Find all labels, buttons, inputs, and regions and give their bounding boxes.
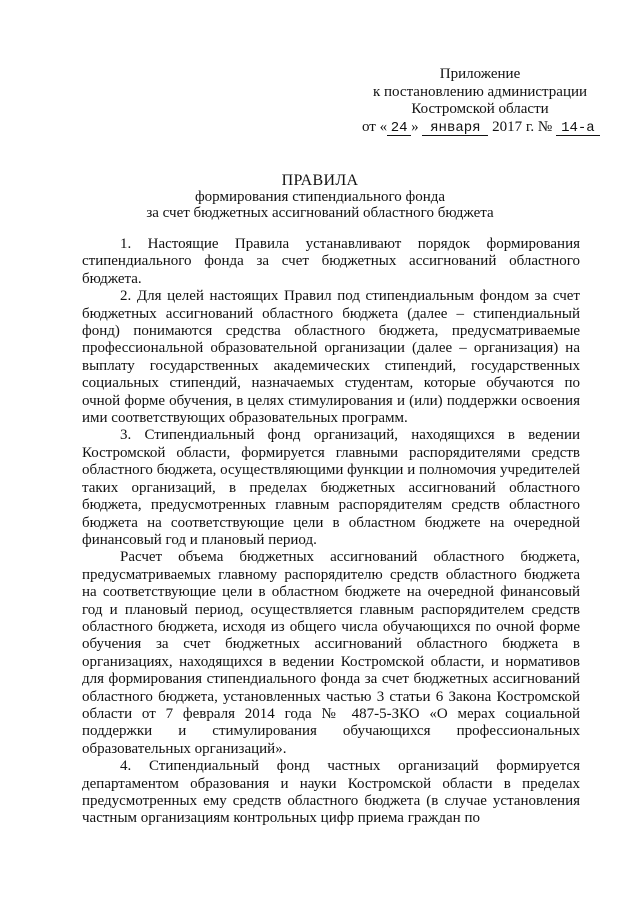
paragraph-4: 4. Стипендиальный фонд частных организаций формируется департаментом образования и науки Костромской области в пределах предусмотренных ему средств областного бюджета (в случае установления частным организациям контрольных цифр приема граждан по: [82, 758, 580, 827]
document-body: [82, 236, 580, 828]
paragraph-2: 2. Для целей настоящих Правил под стипендиальным фондом за счет бюджетных ассигнований областного бюджета (далее – стипендиальный фонд) понимаются средства областного бюджета, предусматриваемые профессиональной образовательной организации (далее – организация) на выплату государственных академических стипендий, государственных социальных стипендий, назначаемых студентам, которые обучаются по очной форме обучения, в целях стимулирования и (или) поддержки освоения ими соответствующих образовательных программ.: [82, 288, 580, 427]
document-title: ПРАВИЛА: [281, 172, 359, 189]
appendix-date-line: [360, 119, 600, 137]
decree-number: 14-а: [556, 121, 600, 136]
date-prefix: от «: [362, 118, 388, 135]
document-subtitle-line2: за счет бюджетных ассигнований областного бюджета: [146, 205, 494, 221]
paragraph-3-calculation: Расчет объема бюджетных ассигнований областного бюджета, предусматриваемых главному распорядителю средств областного бюджета на соответствующие цели в областном бюджете на очередной финансовый год и плановый период, осуществляется главным распорядителем средств областного бюджета, исходя из общего числа обучающихся по очной форме обучения за счет бюджетных ассигнований областного бюджета в организациях, находящихся в ведении Костромской области, и нормативов для формирования стипендиального фонда за счет бюджетных ассигнований областного бюджета, установленных частью 3 статьи 6 Закона Костромской области от 7 февраля 2014 года № 487-5-ЗКО «О мерах социальной поддержки и стимулирования обучающихся профессиональных образовательных организаций».: [82, 549, 580, 757]
paragraph-1: 1. Настоящие Правила устанавливают порядок формирования стипендиального фонда за счет бюджетных ассигнований областного бюджета.: [82, 236, 580, 287]
appendix-header: [360, 66, 600, 136]
date-sep: »: [411, 118, 419, 135]
date-day: 24: [387, 121, 411, 136]
date-month: января: [422, 121, 488, 136]
paragraph-3: 3. Стипендиальный фонд организаций, находящихся в ведении Костромской области, формируется главными распорядителями средств областного бюджета, осуществляющими функции и полномочия учредителей таких организаций, в пределах бюджетных ассигнований областного бюджета, предусмотренных главным распорядителям средств областного бюджета на соответствующие цели в областном бюджете на очередной финансовый год и плановый период.: [82, 427, 580, 548]
appendix-title: Приложение: [439, 66, 521, 82]
date-year: 2017 г. №: [492, 118, 553, 135]
document-subtitle-line1: формирования стипендиального фонда: [194, 189, 446, 205]
appendix-line-region: Костромской области: [411, 101, 549, 117]
appendix-line-decree: к постановлению администрации: [372, 83, 588, 100]
